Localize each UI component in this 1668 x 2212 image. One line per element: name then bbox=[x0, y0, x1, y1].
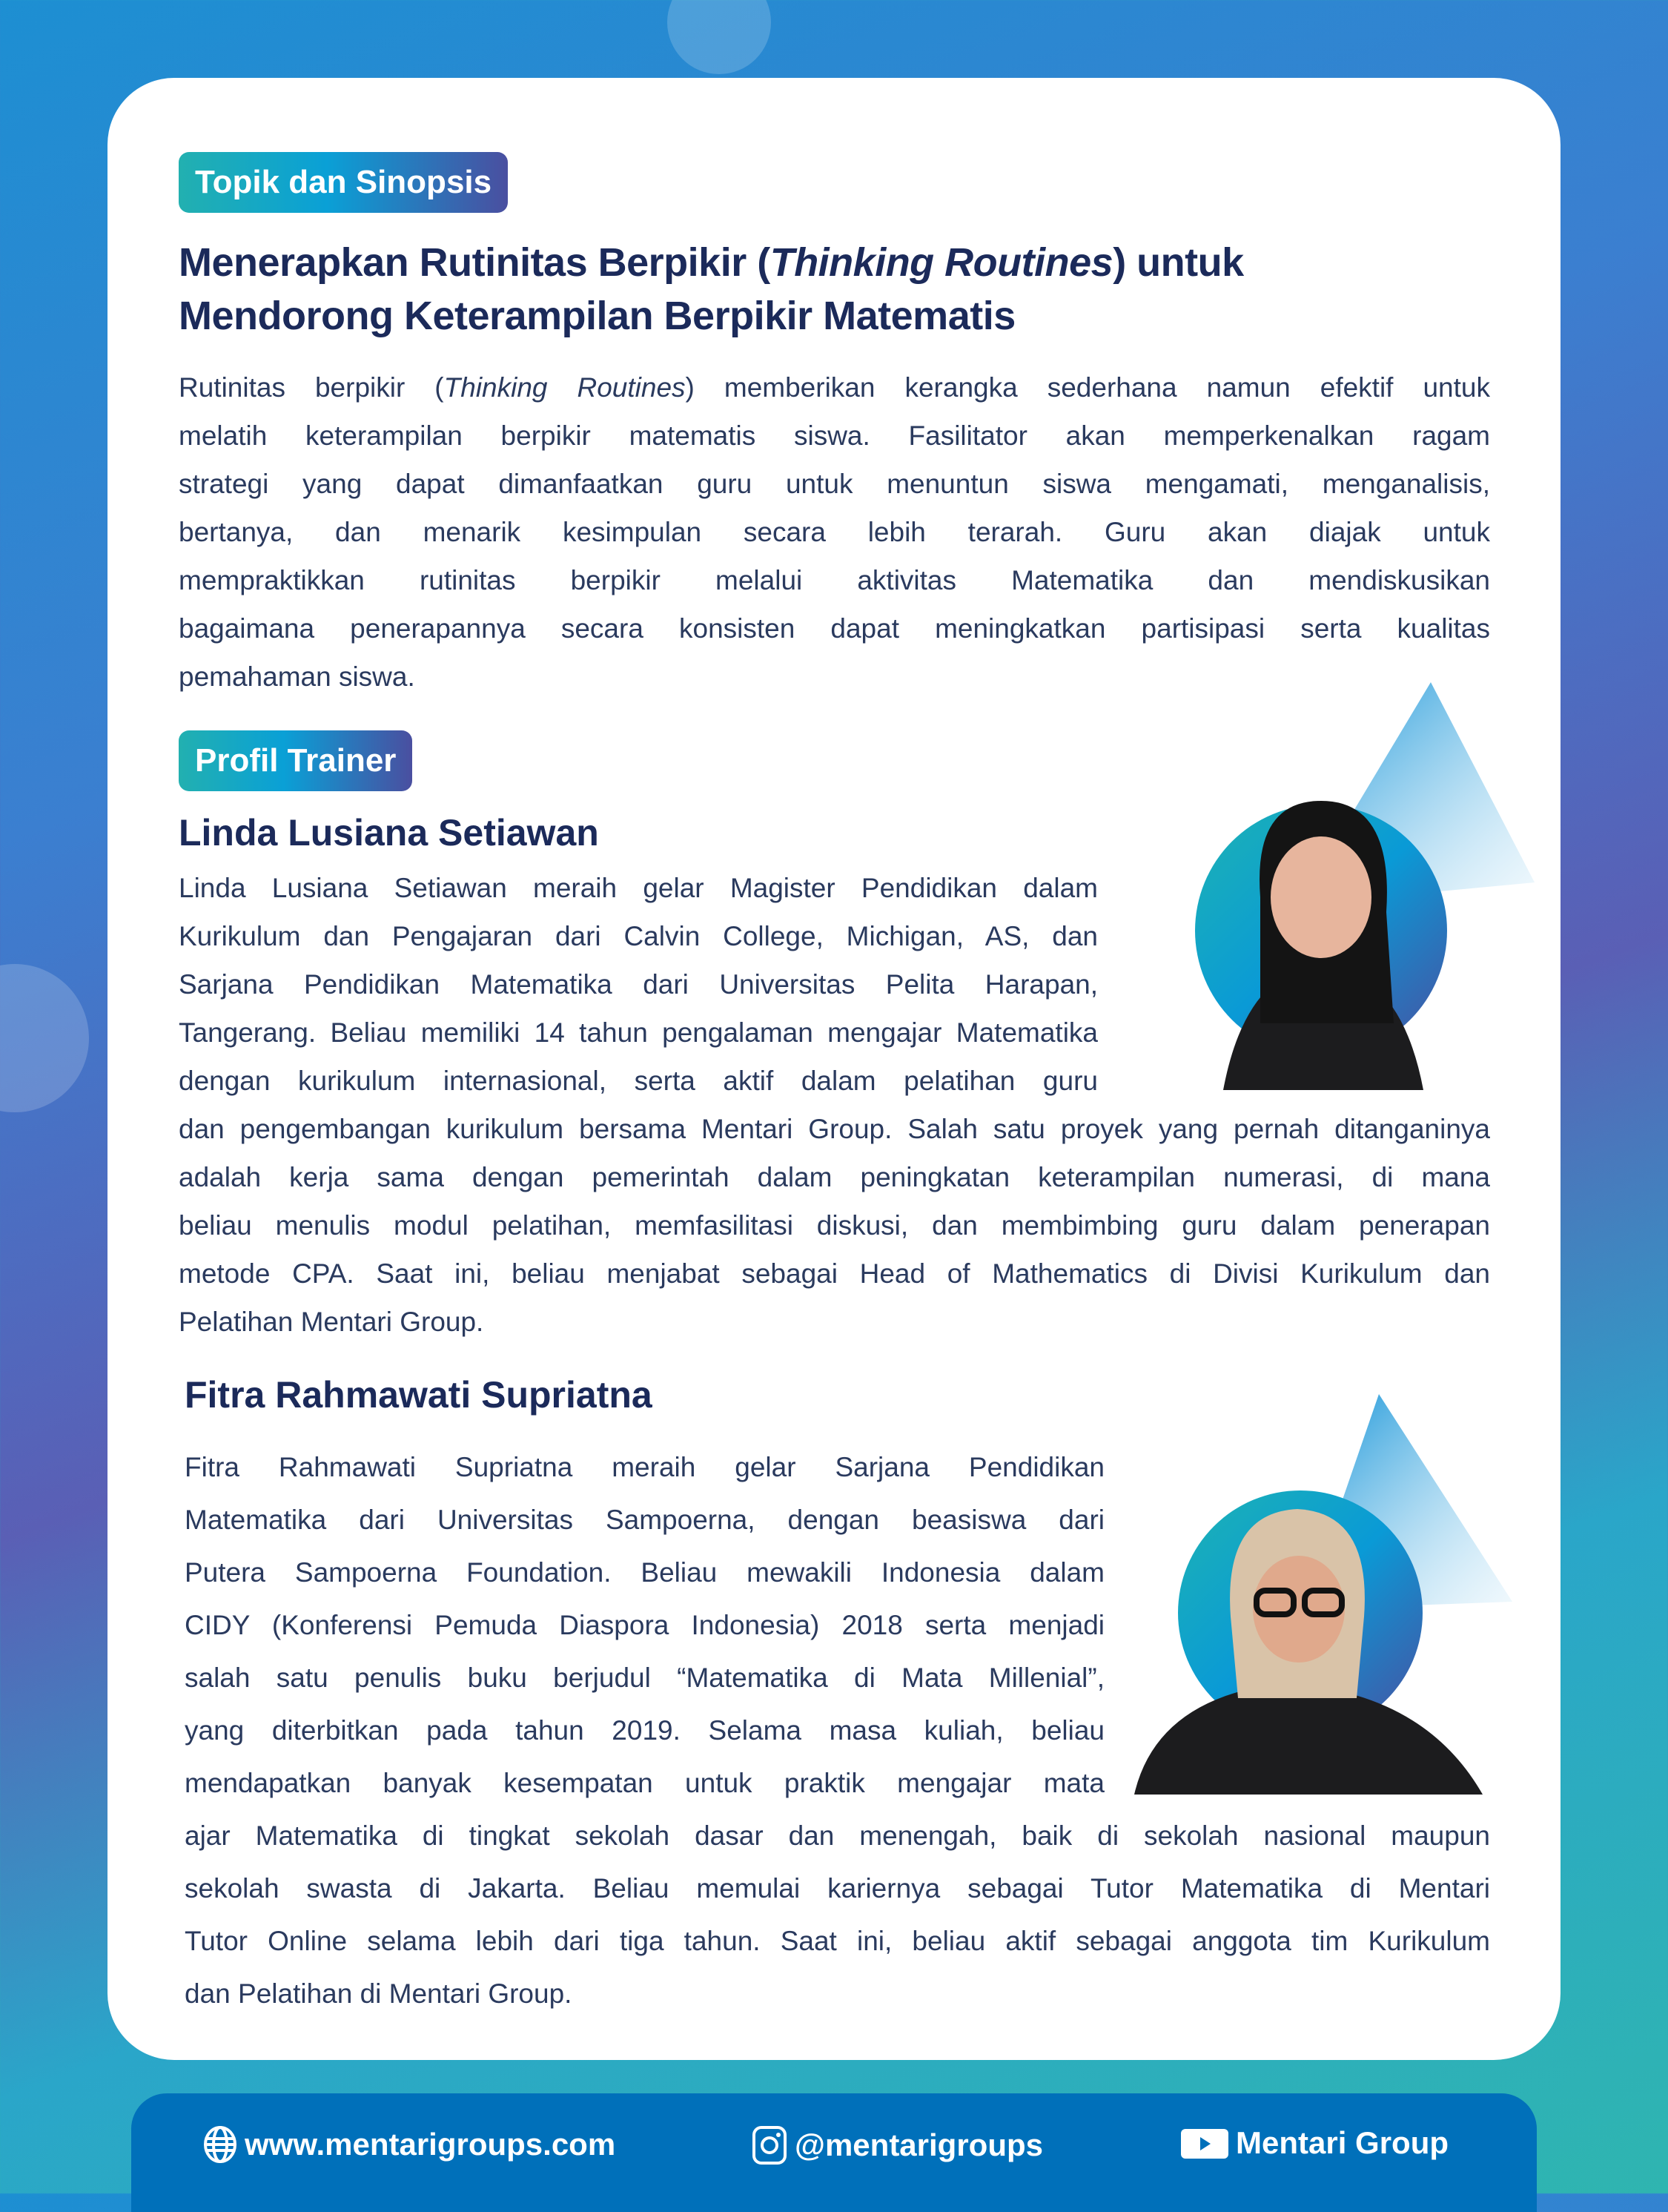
synopsis-text: ) memberikan kerangka sederhana namun efektif untuk bbox=[685, 372, 1490, 403]
title-text: Menerapkan Rutinitas Berpikir ( bbox=[179, 240, 770, 285]
paragraph-line: Tangerang. Beliau memiliki 14 tahun pengalaman mengajar Matematika bbox=[179, 1017, 1098, 1048]
paragraph-line: CIDY (Konferensi Pemuda Diaspora Indonesia) 2018 serta menjadi bbox=[185, 1610, 1105, 1640]
synopsis-italic: Thinking Routines bbox=[443, 372, 686, 403]
trainer-photo bbox=[1112, 1387, 1527, 1802]
instagram-link[interactable] bbox=[752, 2125, 1043, 2165]
title-text: Mendorong Keterampilan Berpikir Matematis bbox=[179, 294, 1016, 338]
synopsis-text: Rutinitas berpikir ( bbox=[179, 372, 444, 403]
paragraph-line: mempraktikkan rutinitas berpikir melalui aktivitas Matematika dan mendiskusikan bbox=[179, 565, 1490, 595]
paragraph-line: dan pengembangan kurikulum bersama Mentari Group. Salah satu proyek yang pernah ditanganinya bbox=[179, 1114, 1490, 1144]
synopsis bbox=[179, 363, 1490, 701]
paragraph-line: bagaimana penerapannya secara konsisten dapat meningkatkan partisipasi serta kualitas bbox=[179, 613, 1490, 644]
paragraph-line: yang diterbitkan pada tahun 2019. Selama masa kuliah, beliau bbox=[185, 1715, 1105, 1746]
paragraph-line: salah satu penulis buku berjudul “Matematika di Mata Millenial”, bbox=[185, 1663, 1105, 1693]
trainer-photo bbox=[1112, 675, 1549, 1090]
title-italic: Thinking Routines bbox=[770, 240, 1113, 285]
instagram-icon bbox=[752, 2125, 787, 2165]
paragraph-line: dengan kurikulum internasional, serta aktif dalam pelatihan guru bbox=[179, 1066, 1098, 1096]
youtube-icon bbox=[1181, 2126, 1228, 2160]
paragraph-line: melatih keterampilan berpikir matematis siswa. Fasilitator akan memperkenalkan ragam bbox=[179, 420, 1490, 451]
trainer-name: Linda Lusiana Setiawan bbox=[179, 812, 599, 854]
topic-title bbox=[179, 236, 1244, 343]
paragraph-line: Putera Sampoerna Foundation. Beliau mewakili Indonesia dalam bbox=[185, 1557, 1105, 1588]
globe-icon bbox=[203, 2125, 237, 2164]
website-text: www.mentarigroups.com bbox=[245, 2127, 616, 2162]
paragraph-line: metode CPA. Saat ini, beliau menjabat sebagai Head of Mathematics di Divisi Kurikulum dan bbox=[179, 1258, 1490, 1289]
topic-badge: Topik dan Sinopsis bbox=[179, 152, 508, 213]
paragraph-line: pemahaman siswa. bbox=[179, 661, 415, 692]
youtube-link[interactable] bbox=[1181, 2125, 1449, 2161]
paragraph-line: mendapatkan banyak kesempatan untuk praktik mengajar mata bbox=[185, 1768, 1105, 1798]
paragraph-line: Kurikulum dan Pengajaran dari Calvin College, Michigan, AS, dan bbox=[179, 921, 1098, 951]
youtube-text: Mentari Group bbox=[1236, 2125, 1449, 2160]
instagram-text: @mentarigroups bbox=[795, 2127, 1043, 2162]
paragraph-line: bertanya, dan menarik kesimpulan secara lebih terarah. Guru akan diajak untuk bbox=[179, 517, 1490, 547]
background-decoration bbox=[0, 964, 89, 1112]
footer-bar bbox=[131, 2093, 1537, 2212]
paragraph-line: strategi yang dapat dimanfaatkan guru untuk menuntun siswa mengamati, menganalisis, bbox=[179, 469, 1490, 499]
paragraph-line: Tutor Online selama lebih dari tiga tahun. Saat ini, beliau aktif sebagai anggota tim Kurikulum bbox=[185, 1926, 1490, 1956]
trainer-badge: Profil Trainer bbox=[179, 730, 412, 791]
paragraph-line: ajar Matematika di tingkat sekolah dasar dan menengah, baik di sekolah nasional maupun bbox=[185, 1820, 1490, 1851]
paragraph-line: Matematika dari Universitas Sampoerna, dengan beasiswa dari bbox=[185, 1505, 1105, 1535]
paragraph-line: Sarjana Pendidikan Matematika dari Universitas Pelita Harapan, bbox=[179, 969, 1098, 1000]
paragraph-line: Pelatihan Mentari Group. bbox=[179, 1307, 484, 1337]
background-decoration bbox=[667, 0, 771, 74]
title-text: ) untuk bbox=[1113, 240, 1244, 285]
paragraph-line: Fitra Rahmawati Supriatna meraih gelar Sarjana Pendidikan bbox=[185, 1452, 1105, 1482]
paragraph-line: Linda Lusiana Setiawan meraih gelar Magister Pendidikan dalam bbox=[179, 873, 1098, 903]
paragraph-line: adalah kerja sama dengan pemerintah dalam peningkatan keterampilan numerasi, di mana bbox=[179, 1162, 1490, 1192]
paragraph-line: beliau menulis modul pelatihan, memfasilitasi diskusi, dan membimbing guru dalam penerapan bbox=[179, 1210, 1490, 1241]
paragraph-line: dan Pelatihan di Mentari Group. bbox=[185, 1978, 572, 2009]
paragraph-line: sekolah swasta di Jakarta. Beliau memulai kariernya sebagai Tutor Matematika di Mentari bbox=[185, 1873, 1490, 1904]
website-link[interactable] bbox=[203, 2125, 615, 2164]
trainer-name: Fitra Rahmawati Supriatna bbox=[185, 1374, 652, 1416]
